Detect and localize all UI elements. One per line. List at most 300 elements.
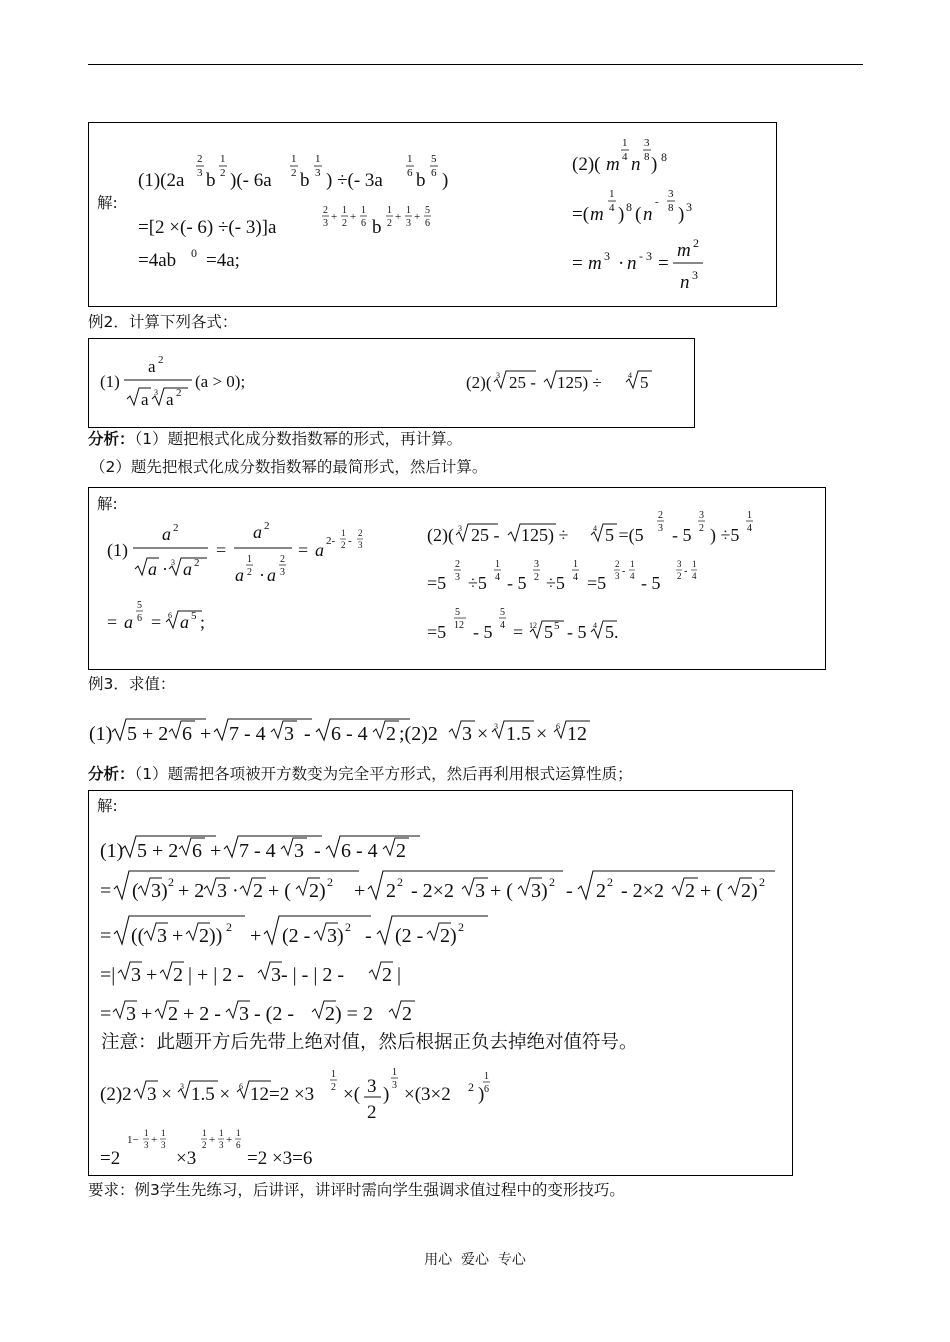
example2-title: 例2．计算下列各式：: [88, 313, 238, 331]
svg-text:(1): (1): [107, 540, 128, 560]
svg-text:(: (: [635, 204, 642, 225]
svg-text:=(: =(: [572, 204, 590, 225]
svg-text:2 | + | 2 -: 2 | + | 2 -: [173, 964, 244, 986]
svg-text:=5: =5: [587, 573, 607, 593]
svg-text:+: +: [151, 1134, 158, 1146]
svg-text:3 ·: 3 ·: [217, 880, 239, 902]
svg-text:a: a: [253, 522, 262, 542]
svg-text:=4a;: =4a;: [206, 250, 240, 271]
analysis3-text1: （1）题需把各项被开方数变为完全平方形式，然后再利用根式运算性质；: [134, 765, 633, 783]
svg-text:·: ·: [162, 559, 168, 579]
svg-text:1−: 1−: [127, 1134, 139, 1146]
svg-text:2: 2: [658, 510, 663, 521]
svg-text:2: 2: [549, 875, 555, 889]
svg-text:(2)2: (2)2: [100, 1084, 132, 1105]
svg-text:2: 2: [386, 880, 396, 902]
sol3-line1: [100, 836, 420, 862]
svg-text:1: 1: [406, 205, 411, 216]
svg-text:2: 2: [699, 523, 704, 534]
svg-text:2: 2: [168, 875, 174, 889]
svg-text:6: 6: [236, 1140, 241, 1150]
svg-text:;(2)2: ;(2)2: [399, 723, 438, 745]
svg-text:n: n: [680, 272, 690, 293]
svg-text:=: =: [216, 540, 227, 560]
svg-text:5: 5: [137, 600, 142, 611]
svg-text:5 =(5: 5 =(5: [605, 525, 644, 545]
svg-text:12: 12: [567, 723, 587, 745]
svg-text:=2: =2: [100, 1148, 121, 1169]
svg-text:) ÷(- 3a: ) ÷(- 3a: [326, 170, 383, 191]
svg-text:2: 2: [596, 880, 606, 902]
svg-text:(2 -: (2 -: [395, 925, 424, 947]
svg-text:m: m: [606, 154, 620, 175]
svg-text:6 - 4: 6 - 4: [341, 840, 378, 862]
svg-text:2: 2: [280, 554, 285, 565]
svg-text:2: 2: [455, 559, 460, 570]
svg-text:)(- 6a: )(- 6a: [230, 170, 272, 191]
svg-text:·: ·: [259, 565, 265, 585]
svg-text:-: -: [348, 535, 352, 547]
svg-text:(2)(: (2)(: [466, 373, 492, 392]
solution2-label: 解:: [97, 495, 118, 513]
svg-text:n: n: [627, 253, 637, 274]
svg-text:3: 3: [197, 167, 203, 179]
svg-text:=2 ×3=6: =2 ×3=6: [247, 1148, 313, 1169]
svg-text:=: =: [100, 1003, 112, 1025]
svg-text:- 5: - 5: [641, 573, 661, 593]
svg-text:3: 3: [294, 840, 304, 862]
svg-text:3: 3: [280, 567, 285, 578]
svg-text:6: 6: [484, 1084, 489, 1095]
svg-text:=4ab: =4ab: [138, 250, 177, 271]
svg-text:2: 2: [396, 840, 406, 862]
svg-text:3: 3: [154, 388, 158, 397]
svg-text:m: m: [590, 204, 604, 225]
svg-text:1: 1: [331, 1069, 336, 1080]
svg-text:(a > 0);: (a > 0);: [195, 372, 246, 391]
svg-text:- 2×2: - 2×2: [621, 880, 664, 902]
svg-text:1: 1: [342, 205, 347, 216]
svg-text:=: =: [107, 612, 118, 632]
svg-text:2: 2: [342, 218, 347, 229]
svg-text:2: 2: [247, 567, 252, 578]
svg-text:1: 1: [692, 559, 697, 569]
svg-text:3: 3: [315, 167, 321, 179]
svg-text:2)): 2)): [199, 925, 223, 947]
svg-text:6 - 4: 6 - 4: [331, 723, 368, 745]
svg-text:5: 5: [500, 607, 505, 618]
svg-text:3: 3: [392, 1080, 397, 1091]
svg-text:2: 2: [197, 153, 203, 165]
svg-text:2): 2): [440, 925, 457, 947]
svg-text:3: 3: [180, 1082, 184, 1091]
svg-text:6: 6: [192, 840, 202, 862]
svg-text:×(: ×(: [343, 1084, 361, 1105]
svg-text:1: 1: [144, 1128, 149, 1138]
svg-text:4: 4: [573, 572, 578, 583]
svg-text:2: 2: [176, 387, 182, 399]
svg-text:3 ×: 3 ×: [462, 723, 489, 745]
svg-text:3: 3: [692, 268, 698, 282]
svg-text:2: 2: [345, 920, 351, 934]
svg-text:1: 1: [573, 559, 578, 570]
svg-text:- 5: - 5: [507, 573, 527, 593]
svg-text:8: 8: [661, 150, 667, 164]
svg-text:5.: 5.: [605, 622, 619, 642]
svg-text:1: 1: [161, 1128, 166, 1138]
svg-text:=|: =|: [100, 964, 116, 986]
svg-text:b: b: [300, 170, 310, 191]
svg-text:3- | - | 2 -: 3- | - | 2 -: [271, 964, 344, 986]
svg-text:3: 3: [604, 249, 610, 263]
example3-title: 例3．求值：: [88, 675, 176, 693]
svg-text:- 5: - 5: [473, 622, 493, 642]
svg-text:5 + 2: 5 + 2: [127, 723, 169, 745]
svg-text:-: -: [622, 566, 626, 577]
svg-text:=: =: [298, 540, 309, 560]
svg-text:+: +: [250, 925, 262, 947]
svg-text:1: 1: [315, 153, 321, 165]
solution-label: 解:: [97, 194, 118, 212]
svg-text:2: 2: [358, 528, 363, 538]
sol3-line4: [100, 962, 401, 986]
solution3-note: 注意：此题开方后先带上绝对值，然后根据正负去掉绝对值符号。: [101, 1032, 638, 1053]
svg-text:5: 5: [425, 205, 430, 216]
svg-text:3: 3: [406, 218, 411, 229]
svg-text:25 -: 25 -: [471, 525, 500, 545]
svg-text:5: 5: [431, 153, 437, 165]
svg-text:): ): [478, 1084, 485, 1105]
svg-text:4: 4: [495, 572, 500, 583]
svg-text:=: =: [658, 253, 669, 274]
svg-text:2 + (: 2 + (: [685, 880, 723, 902]
svg-text:-: -: [655, 196, 659, 208]
svg-text:3: 3: [219, 1140, 224, 1150]
svg-text:1: 1: [622, 137, 628, 149]
svg-text:3: 3: [367, 1076, 377, 1097]
svg-text:a: a: [315, 540, 324, 560]
svg-text:- 2×2: - 2×2: [411, 880, 454, 902]
svg-text:1: 1: [361, 205, 366, 216]
svg-text:3: 3: [455, 572, 460, 583]
svg-text:a: a: [148, 357, 156, 376]
svg-text:2: 2: [194, 557, 200, 569]
svg-text:(: (: [132, 880, 139, 902]
svg-text:(2)(: (2)(: [427, 525, 454, 545]
svg-text:2: 2: [341, 540, 346, 550]
svg-text:3 +: 3 +: [157, 925, 184, 947]
sol3-line3: [100, 916, 488, 947]
svg-text:(1): (1): [89, 723, 113, 745]
svg-text:2: 2: [226, 920, 232, 934]
svg-text:a: a: [183, 559, 192, 579]
solution3-label: 解:: [97, 797, 118, 815]
svg-text:1: 1: [202, 1128, 207, 1138]
svg-text:÷5: ÷5: [468, 573, 487, 593]
svg-text:3 + (: 3 + (: [475, 880, 513, 902]
svg-text:a: a: [124, 612, 133, 632]
sol3-line5: [100, 1001, 415, 1025]
svg-text:1.5 ×: 1.5 ×: [506, 723, 548, 745]
svg-text:2: 2: [677, 571, 682, 581]
svg-text:1: 1: [392, 1067, 397, 1078]
svg-text:·: ·: [618, 253, 625, 274]
svg-text:- 3: - 3: [639, 249, 652, 263]
svg-text:(2 -: (2 -: [282, 925, 311, 947]
svg-text:3: 3: [686, 200, 692, 214]
svg-text:a: a: [235, 565, 244, 585]
sol3-line7: [100, 1128, 312, 1169]
svg-text:1: 1: [236, 1128, 241, 1138]
svg-text:5: 5: [455, 607, 460, 618]
svg-text:+: +: [210, 840, 222, 862]
svg-text:7 - 4: 7 - 4: [229, 723, 266, 745]
svg-text:+: +: [395, 211, 402, 223]
svg-text:2): 2): [309, 880, 326, 902]
svg-text:1: 1: [247, 554, 252, 565]
svg-text:2: 2: [615, 559, 620, 569]
svg-text:3: 3: [615, 571, 620, 581]
analysis2-text1: （1）题把根式化成分数指数幂的形式，再计算。: [134, 430, 463, 448]
svg-text:m: m: [677, 240, 691, 261]
svg-text:6: 6: [425, 218, 430, 229]
svg-text:÷5: ÷5: [546, 573, 565, 593]
svg-text:) ÷5: ) ÷5: [710, 525, 740, 545]
svg-text:12=2 ×3: 12=2 ×3: [250, 1084, 315, 1105]
svg-text:): ): [442, 170, 449, 191]
svg-text:2: 2: [158, 354, 164, 366]
svg-text:a: a: [162, 524, 171, 544]
svg-text:6: 6: [431, 167, 437, 179]
svg-text:7 - 4: 7 - 4: [239, 840, 276, 862]
svg-text:125) ÷: 125) ÷: [521, 525, 569, 545]
svg-text:n: n: [643, 204, 653, 225]
svg-text:a: a: [166, 390, 174, 409]
svg-text:25 -: 25 -: [509, 373, 536, 392]
analysis-label: 分析：: [88, 430, 135, 448]
svg-text:=: =: [100, 925, 112, 947]
svg-text:3): 3): [531, 880, 548, 902]
svg-text:+: +: [331, 211, 338, 223]
svg-text:1: 1: [220, 153, 226, 165]
svg-text:5: 5: [191, 610, 197, 622]
svg-text:- 5: - 5: [567, 622, 587, 642]
svg-text:2: 2: [323, 205, 328, 216]
svg-text:(1): (1): [100, 372, 120, 391]
svg-text:1.5 ×: 1.5 ×: [191, 1084, 231, 1105]
svg-text:=: =: [572, 253, 583, 274]
svg-text:1: 1: [219, 1128, 224, 1138]
requirement-text: 要求：例3学生先练习，后讲评，讲评时需向学生强调求值过程中的变形技巧。: [88, 1181, 625, 1199]
svg-text:3: 3: [458, 524, 462, 533]
svg-text:b: b: [372, 217, 382, 238]
svg-text:(2)(: (2)(: [572, 154, 601, 175]
svg-text:2: 2: [264, 520, 270, 532]
svg-text:2: 2: [693, 236, 699, 250]
svg-text:-: -: [566, 880, 573, 902]
svg-text:2: 2: [607, 875, 613, 889]
svg-text:4: 4: [622, 151, 628, 163]
svg-text:2: 2: [331, 1082, 336, 1093]
svg-text:+: +: [226, 1134, 233, 1146]
svg-text:2: 2: [387, 218, 392, 229]
svg-text:6: 6: [407, 167, 413, 179]
svg-text:5: 5: [640, 373, 649, 392]
svg-text:4: 4: [747, 523, 752, 534]
svg-text:6: 6: [556, 722, 560, 731]
svg-text:5 + 2: 5 + 2: [137, 840, 179, 862]
svg-text:=5: =5: [427, 573, 447, 593]
svg-text:8: 8: [668, 202, 674, 214]
svg-text:1: 1: [495, 559, 500, 570]
svg-text:5: 5: [544, 622, 553, 642]
svg-text:3: 3: [658, 523, 663, 534]
svg-text:a: a: [141, 390, 149, 409]
svg-text:-: -: [684, 566, 688, 577]
svg-text:0: 0: [191, 246, 197, 260]
svg-text:(1): (1): [100, 840, 124, 862]
svg-text:1: 1: [630, 559, 635, 569]
svg-text:8: 8: [626, 200, 632, 214]
svg-text:8: 8: [644, 151, 650, 163]
svg-text:3: 3: [494, 722, 498, 731]
svg-text:125) ÷: 125) ÷: [557, 373, 602, 392]
svg-text:12: 12: [529, 621, 537, 630]
svg-text:a: a: [267, 565, 276, 585]
svg-text:-: -: [365, 925, 372, 947]
svg-text:-: -: [314, 840, 321, 862]
svg-text:6: 6: [137, 613, 142, 624]
svg-text:3: 3: [284, 723, 294, 745]
svg-text:4: 4: [692, 571, 697, 581]
sol3-line6: [100, 1067, 490, 1123]
svg-text:=: =: [513, 622, 524, 642]
svg-text:2: 2: [386, 723, 396, 745]
svg-text:+: +: [350, 211, 357, 223]
svg-text:2 |: 2 |: [382, 964, 402, 986]
svg-text:4: 4: [609, 202, 615, 214]
svg-text:6: 6: [239, 1082, 243, 1091]
svg-text:2: 2: [458, 920, 464, 934]
svg-text:4: 4: [593, 524, 597, 533]
svg-text:2: 2: [220, 167, 226, 179]
svg-text:1: 1: [407, 153, 413, 165]
sol3-line2: [100, 871, 775, 902]
svg-text:- 5: - 5: [672, 525, 692, 545]
svg-text:3: 3: [171, 558, 175, 567]
svg-text:): ): [383, 1084, 390, 1105]
svg-text:6: 6: [168, 611, 172, 620]
svg-text:×(3×2: ×(3×2: [404, 1084, 451, 1105]
svg-text:): ): [678, 204, 685, 225]
svg-text:+: +: [414, 211, 421, 223]
svg-text:): ): [651, 154, 658, 175]
svg-text:12: 12: [454, 620, 464, 631]
svg-text:3: 3: [161, 1140, 166, 1150]
svg-text:+ 2: + 2: [178, 880, 205, 902]
svg-text:4: 4: [500, 620, 505, 631]
svg-text:2: 2: [367, 1102, 377, 1123]
svg-text:6: 6: [361, 218, 366, 229]
svg-text:2: 2: [327, 875, 333, 889]
svg-text:3 +: 3 +: [126, 1003, 153, 1025]
svg-text:×3: ×3: [176, 1148, 197, 1169]
svg-text:3: 3: [534, 559, 539, 570]
svg-text:2: 2: [397, 875, 403, 889]
page-footer: 用心 爱心 专心: [424, 1252, 526, 1268]
svg-text:3: 3: [496, 371, 500, 380]
svg-text:3: 3: [358, 540, 363, 550]
svg-text:=: =: [151, 612, 162, 632]
svg-text:-: -: [304, 723, 311, 745]
svg-text:3 +: 3 +: [131, 964, 158, 986]
svg-text:4: 4: [628, 371, 632, 380]
svg-text:2: 2: [291, 167, 297, 179]
svg-text:2 + 2 -: 2 + 2 -: [168, 1003, 221, 1025]
svg-text:1: 1: [609, 188, 615, 200]
svg-text:b: b: [206, 170, 216, 191]
svg-text:m: m: [588, 253, 602, 274]
svg-text:1: 1: [291, 153, 297, 165]
svg-text:2: 2: [468, 1080, 474, 1094]
svg-text:4: 4: [630, 571, 635, 581]
svg-text:b: b: [416, 170, 426, 191]
svg-text:3: 3: [144, 1140, 149, 1150]
svg-text:=5: =5: [427, 622, 447, 642]
svg-text:2-: 2-: [326, 535, 336, 547]
svg-text:1: 1: [387, 205, 392, 216]
svg-text:+: +: [200, 723, 212, 745]
svg-text:2: 2: [202, 1140, 207, 1150]
svg-text:+: +: [209, 1134, 216, 1146]
svg-text:5: 5: [554, 620, 560, 632]
svg-text:2: 2: [173, 522, 179, 534]
svg-text:(1)(2a: (1)(2a: [138, 170, 185, 191]
svg-text:;: ;: [200, 612, 206, 632]
svg-text:2: 2: [534, 572, 539, 583]
svg-text:1: 1: [747, 510, 752, 521]
svg-text:((: ((: [131, 925, 145, 947]
svg-text:4: 4: [593, 621, 597, 630]
svg-text:2) = 2: 2) = 2: [325, 1003, 373, 1025]
analysis3-label: 分析：: [88, 765, 135, 783]
svg-text:=: =: [100, 880, 112, 902]
svg-text:n: n: [631, 154, 641, 175]
svg-text:3: 3: [699, 510, 704, 521]
svg-text:2: 2: [402, 1003, 412, 1025]
svg-text:3 ×: 3 ×: [147, 1084, 172, 1105]
svg-text:3: 3: [677, 559, 682, 569]
svg-text:2): 2): [741, 880, 758, 902]
svg-text:2 + (: 2 + (: [253, 880, 291, 902]
svg-text:a: a: [180, 612, 189, 632]
analysis2-line2: （2）题先把根式化成分数指数幂的最简形式，然后计算。: [90, 458, 488, 476]
svg-text:1: 1: [341, 528, 346, 538]
svg-text:3: 3: [668, 188, 674, 200]
svg-text:3): 3): [151, 880, 168, 902]
svg-text:a: a: [148, 559, 157, 579]
svg-text:6: 6: [182, 723, 192, 745]
svg-text:1: 1: [484, 1071, 489, 1082]
svg-text:=[2 ×(- 6) ÷(- 3)]a: =[2 ×(- 6) ÷(- 3)]a: [138, 217, 277, 238]
svg-text:): ): [618, 204, 625, 225]
svg-text:3): 3): [327, 925, 344, 947]
svg-text:3 - (2 -: 3 - (2 -: [239, 1003, 294, 1025]
svg-text:2: 2: [759, 875, 765, 889]
svg-text:+: +: [354, 880, 366, 902]
svg-text:3: 3: [644, 137, 650, 149]
svg-text:3: 3: [323, 218, 328, 229]
